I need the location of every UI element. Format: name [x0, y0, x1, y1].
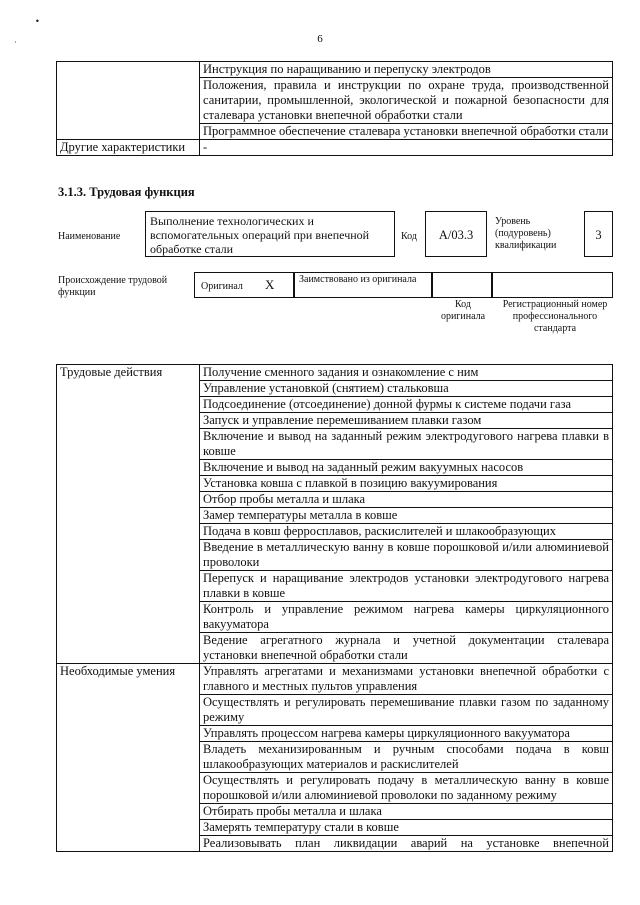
table-cell: Введение в металлическую ванну в ковше порошковой и/или алюминиевой проволоки [200, 540, 613, 571]
table-cell: Подсоединение (отсоединение) донной фурмы к системе подачи газа [200, 397, 613, 413]
origin-label: Происхождение трудовой функции [58, 275, 168, 298]
table-cell: Контроль и управление режимом нагрева камеры циркуляционного вакууматора [200, 602, 613, 633]
page-number: 6 [317, 33, 323, 45]
table-cell: Осуществлять и регулировать перемешивание плавки газом по заданному режиму [200, 695, 613, 726]
registration-caption: Регистрационный номер профессионального стандарта [502, 299, 608, 334]
table-cell: Запуск и управление перемешиванием плавки газом [200, 413, 613, 429]
original-box [194, 272, 294, 298]
table-cell: Получение сменного задания и ознакомление с ним [200, 365, 613, 381]
skills-label: Необходимые умения [57, 664, 200, 852]
scan-mark: ˙ [14, 40, 17, 50]
table-cell: Осуществлять и регулировать подачу в металлическую ванну в ковше порошковой и/или алюминиевой проволоки по заданному режиму [200, 773, 613, 804]
original-mark: X [265, 277, 275, 292]
labor-actions-table [56, 364, 613, 852]
actions-label: Трудовые действия [57, 365, 200, 664]
knowledge-table [56, 61, 613, 156]
function-name-box: Выполнение технологических и вспомогательных операций при внепечной обработке стали [145, 211, 395, 257]
table-cell: Отбор пробы металла и шлака [200, 492, 613, 508]
table-cell: Управление установкой (снятием) стальковша [200, 381, 613, 397]
table-row-label: Другие характеристики [57, 140, 200, 156]
code-caption: Код оригинала [440, 299, 486, 322]
registration-number-box [492, 272, 613, 298]
table-cell: Отбирать пробы металла и шлака [200, 804, 613, 820]
original-label: Оригинал [201, 281, 243, 292]
table-cell: Управлять агрегатами и механизмами установки внепечной обработки с главного и местных пультов управления [200, 664, 613, 695]
borrowed-box [294, 272, 432, 298]
table-cell: - [200, 140, 613, 156]
original-code-box [432, 272, 492, 298]
table-cell: Владеть механизированным и ручным способами подача в ковш шлакообразующих материалов и раскислителей [200, 742, 613, 773]
table-cell: Программное обеспечение сталевара установки внепечной обработки стали [200, 124, 613, 140]
table-cell: Установка ковша с плавкой в позицию вакуумирования [200, 476, 613, 492]
table-cell: Управлять процессом нагрева камеры циркуляционного вакууматора [200, 726, 613, 742]
level-label: Уровень (подуровень) квалификации [495, 216, 557, 251]
table-cell: Инструкция по наращиванию и перепуску электродов [200, 62, 613, 78]
table-cell: Ведение агрегатного журнала и учетной документации сталевара установки внепечной обработки стали [200, 633, 613, 664]
table-cell: Положения, правила и инструкции по охране труда, производственной санитарии, промышленной, экологической и пожарной безопасности для сталевара установки внепечной обработки стали [200, 78, 613, 124]
table-cell: Подача в ковш ферросплавов, раскислителей и шлакообразующих [200, 524, 613, 540]
level-box: 3 [584, 211, 613, 257]
table-cell: Перепуск и наращивание электродов установки электродугового нагрева плавки в ковше [200, 571, 613, 602]
borrowed-label: Заимствовано из оригинала [299, 274, 417, 285]
table-cell: Включение и вывод на заданный режим электродугового нагрева плавки в ковше [200, 429, 613, 460]
table-cell: Включение и вывод на заданный режим вакуумных насосов [200, 460, 613, 476]
table-row-label [57, 62, 200, 140]
function-code-box: А/03.3 [425, 211, 487, 257]
table-cell: Замерять температуру стали в ковше [200, 820, 613, 836]
table-cell: Реализовывать план ликвидации аварий на установке внепечной [200, 836, 613, 852]
scan-mark: • [33, 15, 43, 28]
code-label: Код [401, 231, 417, 242]
name-label: Наименование [58, 231, 121, 242]
table-cell: Замер температуры металла в ковше [200, 508, 613, 524]
section-title: 3.1.3. Трудовая функция [58, 185, 195, 199]
